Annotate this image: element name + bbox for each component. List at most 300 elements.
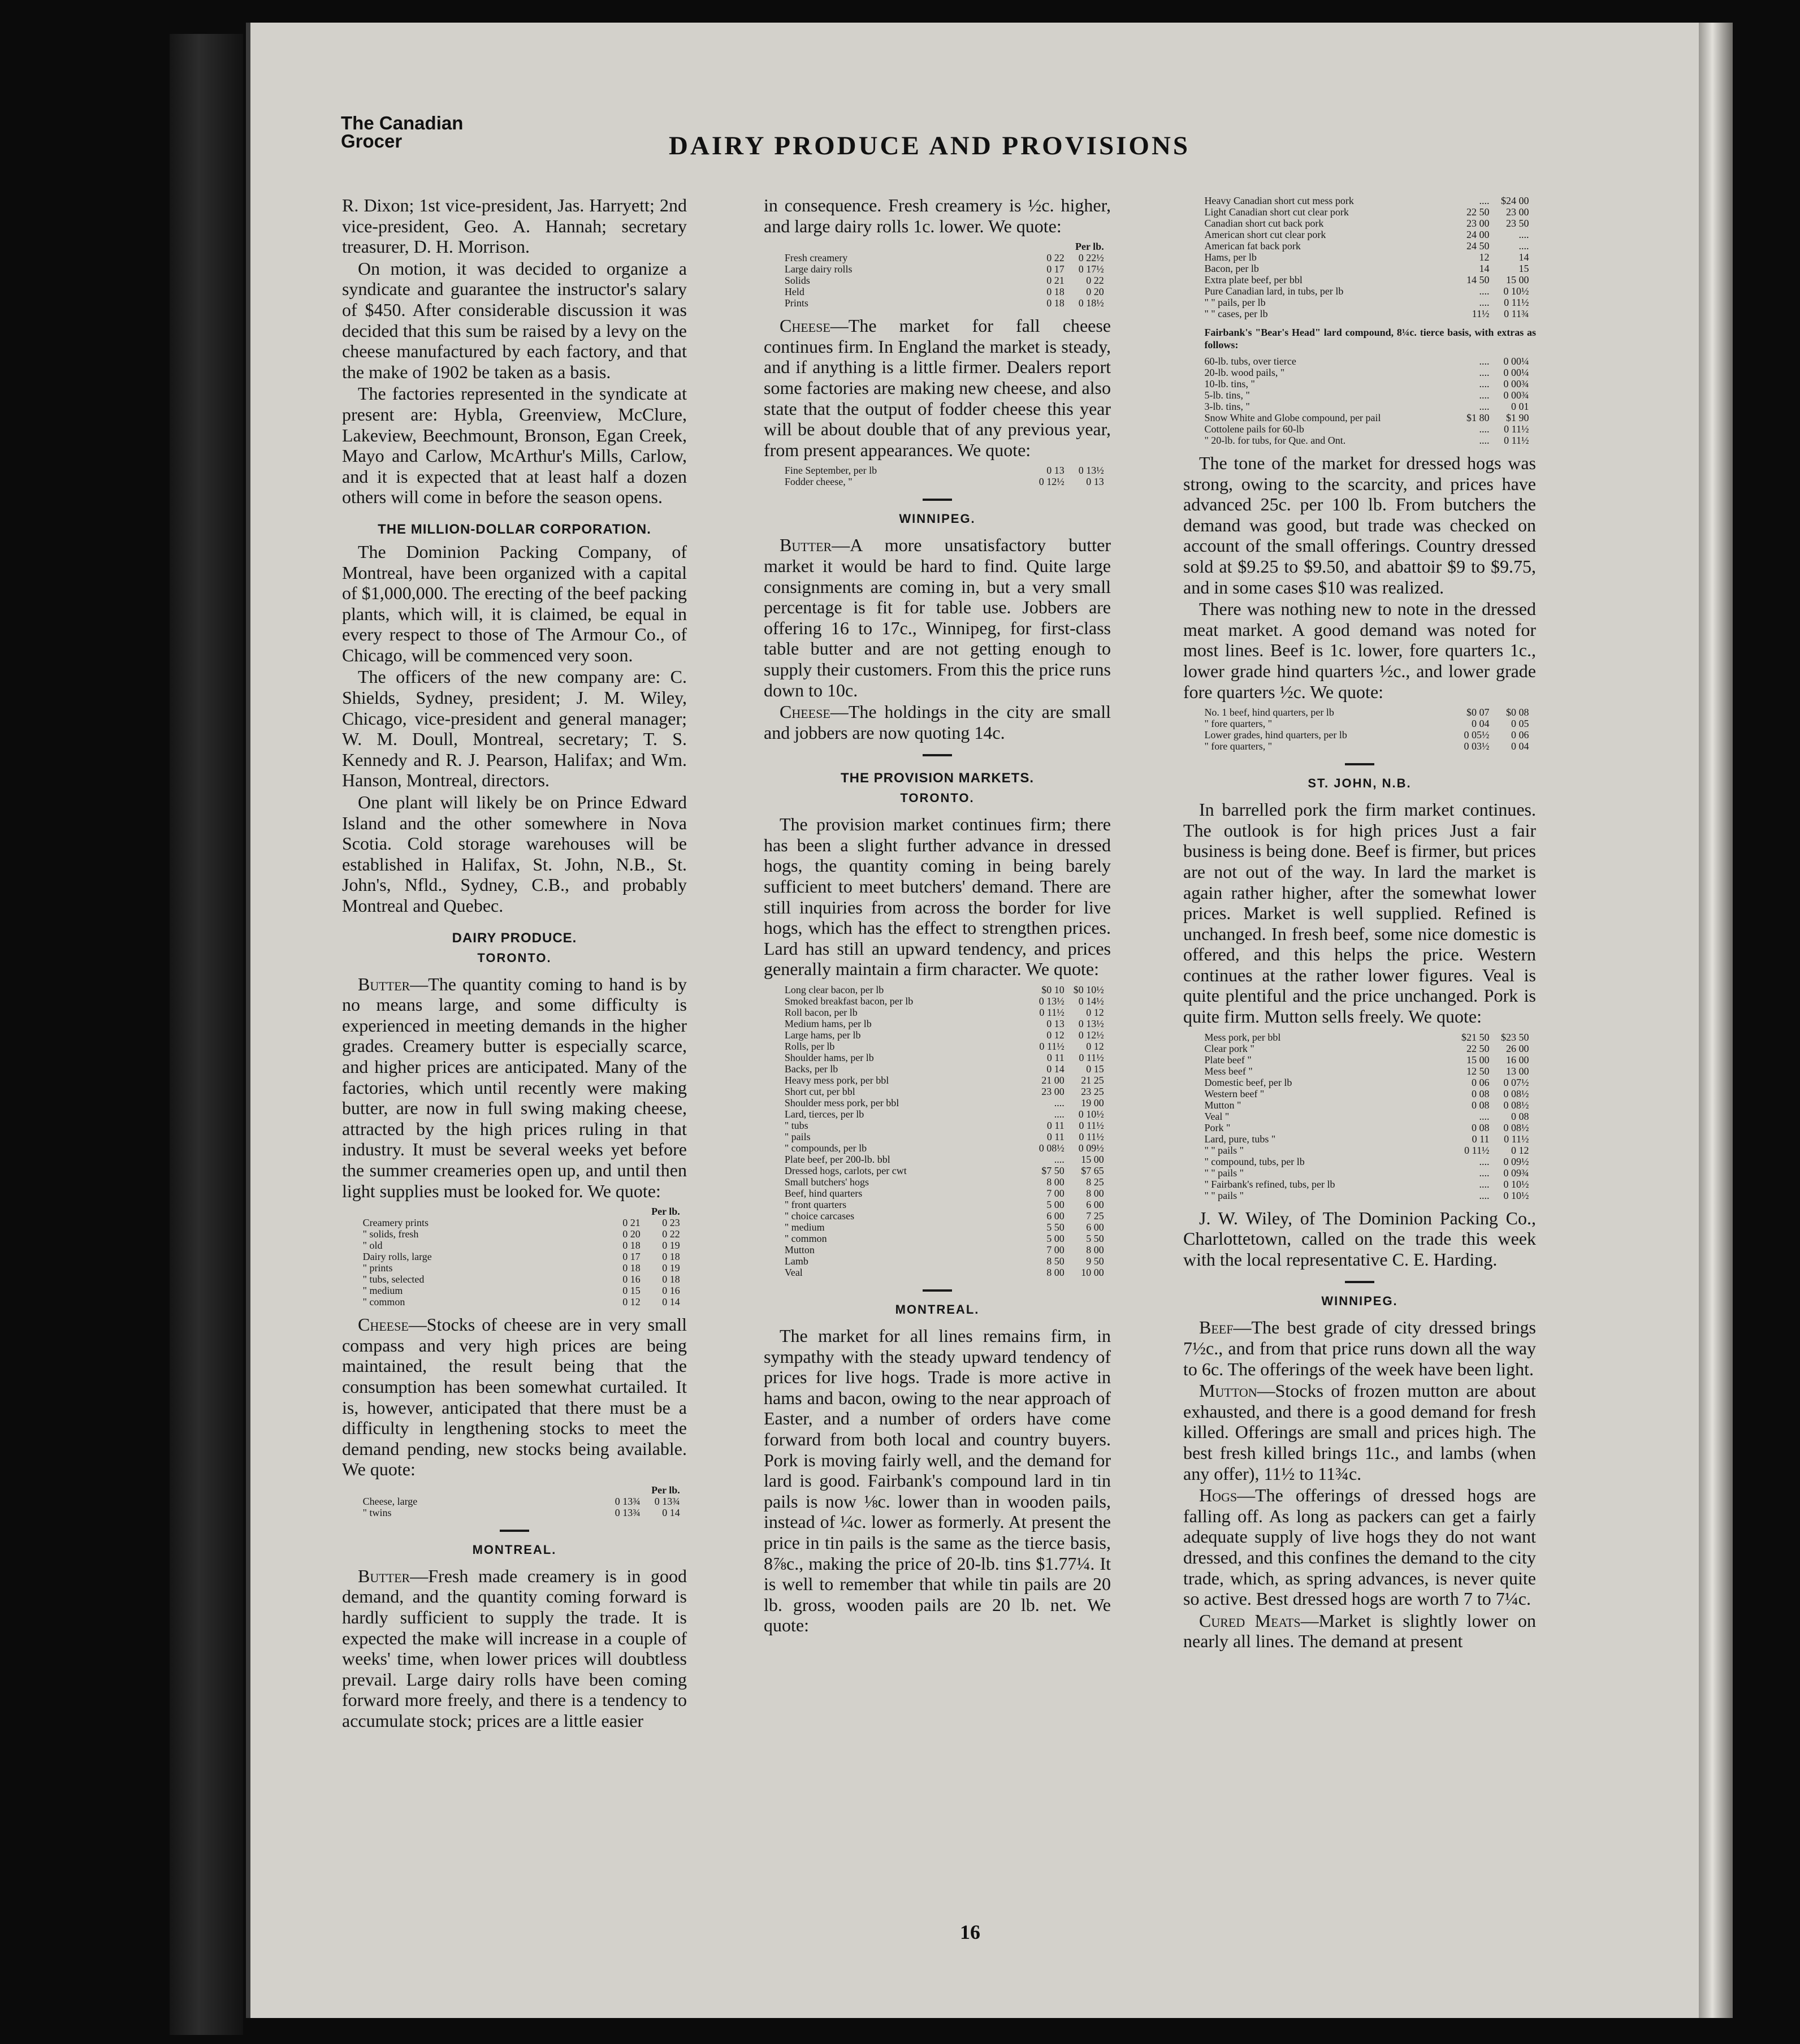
article-paragraph: The officers of the new company are: C. Shields, Sydney, president; J. M. Wiley, Chicago, vice-president and general manager; W. M. Doull, Montreal, secretary; T. S. Kennedy and R. J. Pearson, Halifax; and Wm. Hanson, Montreal, directors.	[342, 666, 687, 791]
table-row	[363, 1228, 680, 1240]
page-title: DAIRY PRODUCE AND PROVISIONS	[669, 131, 1191, 161]
price-cell: ....	[1479, 423, 1490, 435]
price-cell: 0 18	[622, 1262, 641, 1274]
paragraph-text: —The offerings of dressed hogs are falling off. As long as packers can get a fairly adequate supply of live hogs they do not want dressed, and this confines the demand to the city trade, which, as spring advances, is never quite so active. Best dressed hogs are worth 7 to 7¼c.	[1183, 1485, 1536, 1609]
paragraph-text: —Stocks of frozen mutton are about exhausted, and there is a good demand for fresh killed. Offerings are small and prices high. The best fresh killed brings 11c., and lambs (when any offer), 11½ to 11¾c.	[1183, 1380, 1536, 1484]
price-table	[1204, 195, 1529, 319]
table-row	[363, 1285, 680, 1296]
item-cell: " compound, tubs, per lb	[1204, 1155, 1305, 1167]
table-note: Fairbank's "Bear's Head" lard compound, 8¼c. tierce basis, with extras as follows:	[1204, 327, 1536, 350]
price-cell: 23 00	[1506, 206, 1529, 218]
price-cell: 11½	[1472, 308, 1490, 319]
price-cell: ....	[1479, 378, 1490, 389]
item-cell: Prints	[784, 297, 808, 309]
table-header-spacer	[785, 241, 1025, 252]
price-cell: 0 10½	[1503, 1189, 1529, 1201]
table-row	[1204, 252, 1529, 263]
item-cell: Long clear bacon, per lb	[784, 984, 884, 996]
price-cell: 0 11½	[1504, 1133, 1529, 1145]
item-cell: Large hams, per lb	[784, 1029, 861, 1041]
price-cell: 6 00	[1086, 1222, 1104, 1233]
price-cell: 0 15	[1086, 1063, 1104, 1075]
price-cell: 0 21	[1046, 275, 1065, 287]
price-cell: 19 00	[1081, 1097, 1104, 1109]
price-cell: 0 10½	[1078, 1108, 1104, 1120]
price-cell: 0 11	[1472, 1133, 1490, 1145]
table-row	[1204, 707, 1529, 718]
price-cell: ....	[1518, 229, 1529, 240]
price-cell: 0 06	[1472, 1076, 1490, 1088]
table-row	[1204, 297, 1529, 308]
price-cell: 0 11½	[1504, 297, 1529, 308]
item-cell: 5-lb. tins, "	[1204, 389, 1250, 401]
price-cell: 8 25	[1086, 1176, 1104, 1188]
table-row	[1204, 1054, 1529, 1066]
price-cell: 0 18	[662, 1251, 680, 1263]
article-paragraph	[342, 1566, 687, 1731]
paragraph-text: —Stocks of cheese are in very small compass and very high prices are being maintained, the result being that the consumption has been somewhat curtailed. It is, however, anticipated that there must be a difficulty in lengthening stocks to meet the demand pending, new stocks being available. We quote:	[342, 1314, 687, 1480]
article-paragraph: The factories represented in the syndicate at present are: Hybla, Greenview, McClure, Lakeview, Beechmount, Bronson, Egan Creek, Mayo and Carlow, McArthur's Mills, Carlow, and it is expected that at least half a dozen others will come in before the season opens.	[342, 383, 687, 508]
item-cell: Pure Canadian lard, in tubs, per lb	[1204, 285, 1344, 297]
item-cell: Bacon, per lb	[1204, 263, 1259, 274]
table-row	[1204, 718, 1529, 729]
price-cell: 6 00	[1046, 1210, 1065, 1222]
table-row	[785, 1176, 1104, 1188]
table-row	[1204, 229, 1529, 240]
item-cell: " Fairbank's refined, tubs, per lb	[1204, 1178, 1335, 1190]
item-cell: " fore quarters, "	[1204, 740, 1273, 752]
item-cell: " fore quarters, "	[1204, 718, 1273, 730]
price-cell: ....	[1479, 435, 1490, 446]
table-row	[785, 263, 1104, 275]
table-row	[785, 1063, 1104, 1075]
table-header-row	[363, 1206, 680, 1217]
lead-in: Hogs	[1199, 1485, 1238, 1506]
price-cell: 0 12½	[1078, 1029, 1104, 1041]
price-cell: 5 00	[1046, 1199, 1065, 1211]
table-row	[363, 1496, 680, 1507]
price-cell: 0 17	[622, 1251, 641, 1263]
paragraph-text: —Fresh made creamery is in good demand, and the quantity coming forward is hardly sufficient to supply the trade. It is expected the make will increase in a couple of weeks' time, when lower prices will doubtless prevail. Large dairy rolls have been coming forward more freely, and there is a tendency to accumulate stock; prices are a little easier	[342, 1565, 687, 1731]
item-cell: Creamery prints	[362, 1217, 429, 1229]
book-binding	[170, 34, 243, 2035]
table-row	[1204, 263, 1529, 274]
lead-in: Cheese	[358, 1314, 409, 1335]
item-cell: Medium hams, per lb	[784, 1018, 872, 1030]
table-header: Per lb.	[651, 1484, 680, 1496]
price-cell: 23 00	[1041, 1086, 1065, 1098]
item-cell: Heavy mess pork, per bbl	[784, 1075, 889, 1086]
price-cell: 16 00	[1506, 1054, 1529, 1066]
price-cell: 0 12½	[1039, 476, 1065, 488]
price-table	[785, 984, 1104, 1278]
city-subheading: WINNIPEG.	[899, 512, 976, 526]
price-cell: ....	[1479, 1189, 1490, 1201]
price-cell: 7 25	[1086, 1210, 1104, 1222]
table-row	[785, 1199, 1104, 1210]
lead-in: Cheese	[780, 315, 830, 336]
item-cell: " choice carcases	[784, 1210, 855, 1222]
price-cell: ....	[1479, 389, 1490, 401]
table-row	[1204, 1099, 1529, 1111]
item-cell: 3-lb. tins, "	[1204, 401, 1250, 412]
item-cell: Mess pork, per bbl	[1204, 1031, 1281, 1043]
item-cell: Rolls, per lb	[784, 1041, 835, 1053]
price-cell: 26 00	[1506, 1042, 1529, 1054]
price-cell: 21 00	[1041, 1075, 1065, 1086]
item-cell: Shoulder hams, per lb	[784, 1052, 874, 1064]
price-cell: 0 18	[1046, 286, 1065, 298]
column-1	[342, 195, 687, 1731]
price-cell: 0 13½	[1078, 465, 1104, 477]
price-cell: 0 13	[1046, 465, 1065, 477]
price-cell: 0 18	[1046, 297, 1065, 309]
article-paragraph: The tone of the market for dressed hogs was strong, owing to the scarcity, and prices have advanced 25c. per 100 lb. From butchers the demand was good, but trade was checked on account of the small offerings. Country dressed sold at $9.25 to $9.50, and abattoir $9 to $9.75, and in some cases $10 was realized.	[1183, 453, 1536, 597]
table-row	[363, 1262, 680, 1274]
section-divider	[923, 1289, 952, 1292]
price-cell: 0 17	[1046, 263, 1065, 275]
price-cell: 0 05	[1511, 718, 1529, 730]
paragraph-text: —The market for fall cheese continues firm. In England the market is steady, and if anything is a little firmer. Dealers report some factories are making new cheese, and also state that the output of fodder cheese this year will be about double that of any previous year, from present appearances. We quote:	[764, 315, 1111, 460]
article-paragraph	[1183, 1380, 1536, 1484]
table-row	[785, 1233, 1104, 1244]
item-cell: " old	[362, 1240, 383, 1251]
item-cell: Heavy Canadian short cut mess pork	[1204, 195, 1354, 206]
price-cell: 0 08½	[1503, 1099, 1529, 1111]
table-row	[785, 275, 1104, 286]
item-cell: Held	[784, 286, 804, 298]
price-cell: 0 12	[1086, 1007, 1104, 1019]
table-row	[1204, 285, 1529, 297]
table-row	[785, 1018, 1104, 1029]
price-cell: ....	[1479, 1167, 1490, 1179]
item-cell: Extra plate beef, per bbl	[1204, 274, 1303, 285]
table-row	[1204, 367, 1529, 378]
price-cell: 0 08½	[1503, 1121, 1529, 1133]
paragraph-text: —A more unsatisfactory butter market it would be hard to find. Quite large consignments are coming in, but a very small percentage is fit for table use. Jobbers are offering 16 to 17c., Winnipeg, for first-class table butter and are not getting enough to supply their customers. From this the price runs down to 10c.	[764, 535, 1111, 700]
item-cell: Fodder cheese, "	[784, 476, 853, 488]
section-divider	[1345, 1281, 1374, 1283]
item-cell: " 20-lb. for tubs, for Que. and Ont.	[1204, 435, 1346, 446]
price-cell: 22 50	[1466, 1042, 1490, 1054]
price-cell: 0 00¾	[1503, 378, 1529, 389]
item-cell: " medium	[362, 1285, 403, 1297]
lead-in: Cheese	[780, 701, 830, 722]
table-row	[785, 1188, 1104, 1199]
item-cell: Plate beef "	[1204, 1054, 1252, 1066]
table-row	[785, 1007, 1104, 1018]
price-table	[363, 1206, 680, 1307]
lead-in: Mutton	[1199, 1380, 1257, 1401]
price-cell: 0 08	[1511, 1110, 1529, 1122]
table-row	[785, 1165, 1104, 1176]
price-cell: ....	[1479, 297, 1490, 308]
price-cell: 0 13	[1086, 476, 1104, 488]
item-cell: Western beef "	[1204, 1088, 1265, 1099]
price-cell: ....	[1054, 1108, 1065, 1120]
table-row	[1204, 1032, 1529, 1043]
section-divider	[1345, 763, 1374, 765]
price-cell: ....	[1479, 285, 1490, 297]
paragraph-text: —The quantity coming to hand is by no means large, and some difficulty is experienced in meeting demands in the higher grades. Creamery butter is especially scarce, and higher prices are anticipated. Many of the factories, which until recently were making butter, are now in full swing making cheese, attracted by the high prices ruling in that industry. It must be several weeks yet before the summer creameries open up, and until then light supplies must be looked for. We quote:	[342, 973, 687, 1201]
price-cell: 0 14½	[1078, 995, 1104, 1007]
price-cell: 24 50	[1466, 240, 1490, 252]
price-table	[1204, 1032, 1529, 1201]
table-row	[1204, 1167, 1529, 1179]
item-cell: Domestic beef, per lb	[1204, 1076, 1292, 1088]
item-cell: Lard, pure, tubs "	[1204, 1133, 1276, 1145]
table-row	[785, 1131, 1104, 1142]
city-subheading: MONTREAL.	[472, 1542, 557, 1557]
table-row	[1204, 1156, 1529, 1167]
item-cell: Lard, tierces, per lb	[784, 1108, 864, 1120]
item-cell: Fine September, per lb	[784, 465, 877, 477]
price-cell: 10 00	[1081, 1267, 1104, 1279]
price-cell: 0 03½	[1464, 740, 1490, 752]
price-cell: $7 50	[1041, 1165, 1065, 1177]
item-cell: " " pails "	[1204, 1167, 1244, 1179]
table-row	[363, 1296, 680, 1307]
table-row	[1204, 1066, 1529, 1077]
price-cell: ....	[1479, 401, 1490, 412]
item-cell: Snow White and Globe compound, per pail	[1204, 412, 1381, 423]
table-header-spacer	[363, 1206, 601, 1217]
item-cell: " tubs, selected	[362, 1274, 425, 1285]
article-paragraph: One plant will likely be on Prince Edward Island and the other somewhere in Nova Scotia. Cold storage warehouses will be established in Halifax, St. John, N.B., St. John's, Nfld., Sydney, C.B., and probably Montreal and Quebec.	[342, 792, 687, 916]
table-row	[785, 1244, 1104, 1255]
item-cell: " medium	[784, 1222, 825, 1233]
item-cell: " front quarters	[784, 1199, 847, 1211]
price-cell: 0 09¾	[1503, 1167, 1529, 1179]
article-paragraph	[342, 974, 687, 1202]
table-row	[1204, 274, 1529, 285]
table-row	[1204, 1133, 1529, 1145]
table-row	[363, 1274, 680, 1285]
table-row	[1204, 1077, 1529, 1088]
item-cell: 60-lb. tubs, over tierce	[1204, 356, 1296, 367]
lead-in: Butter	[358, 973, 410, 994]
table-row	[785, 1108, 1104, 1120]
price-table	[363, 1484, 680, 1518]
item-cell: " twins	[362, 1506, 392, 1518]
table-row	[1204, 729, 1529, 740]
page-number: 16	[960, 1921, 980, 1943]
price-cell: ....	[1479, 1178, 1490, 1190]
table-row	[785, 1255, 1104, 1267]
lead-in: Butter	[780, 535, 832, 556]
price-cell: 0 15	[622, 1285, 641, 1297]
price-cell: 0 05½	[1464, 729, 1490, 741]
price-cell: $24 00	[1501, 195, 1529, 206]
item-cell: " common	[362, 1296, 405, 1308]
price-cell: 0 13¾	[615, 1495, 641, 1507]
price-cell: 0 18	[662, 1274, 680, 1285]
article-paragraph: The provision market continues firm; there has been a slight further advance in dressed hogs, the quantity coming in being barely sufficient to meet butchers' demand. There are still inquiries from across the border for live hogs, which has the effect to strengthen prices. Lard has still an upward tendency, and prices generally maintain a firm character. We quote:	[764, 814, 1111, 980]
price-cell: 0 06	[1511, 729, 1529, 741]
table-row	[785, 286, 1104, 297]
table-header: Per lb.	[1075, 241, 1104, 253]
table-row	[785, 297, 1104, 309]
price-cell: 0 01	[1511, 401, 1529, 412]
price-cell: 21 25	[1081, 1075, 1104, 1086]
item-cell: " compounds, per lb	[784, 1142, 867, 1154]
city-subheading: TORONTO.	[900, 791, 975, 806]
item-cell: Cottolene pails for 60-lb	[1204, 423, 1304, 435]
item-cell: Veal	[784, 1267, 803, 1279]
price-cell: 0 11	[1046, 1131, 1065, 1143]
item-cell: Mess beef "	[1204, 1065, 1253, 1077]
price-cell: 0 11½	[1504, 423, 1529, 435]
table-row	[1204, 240, 1529, 252]
item-cell: Large dairy rolls	[784, 263, 853, 275]
item-cell: Small butchers' hogs	[784, 1176, 869, 1188]
price-cell: ....	[1479, 356, 1490, 367]
table-row	[1204, 356, 1529, 367]
lead-in: Cured Meats	[1199, 1610, 1301, 1631]
paragraph-text: —Market is slightly lower on nearly all lines. The demand at present	[1183, 1610, 1536, 1652]
table-row	[1204, 423, 1529, 435]
item-cell: Backs, per lb	[784, 1063, 838, 1075]
price-cell: $0 08	[1506, 707, 1529, 718]
price-cell: 0 00¾	[1503, 389, 1529, 401]
item-cell: Plate beef, per 200-lb. bbl	[784, 1154, 890, 1166]
item-cell: " pails	[784, 1131, 811, 1143]
table-row	[1204, 1111, 1529, 1122]
price-cell: 0 11¾	[1504, 308, 1529, 319]
item-cell: Beef, hind quarters	[784, 1188, 863, 1199]
price-cell: 8 00	[1046, 1267, 1065, 1279]
table-row	[1204, 1190, 1529, 1201]
page-edge	[1699, 23, 1733, 2018]
price-cell: 0 11½	[1464, 1144, 1490, 1156]
table-row	[1204, 206, 1529, 218]
price-cell: 15 00	[1081, 1154, 1104, 1166]
item-cell: Smoked breakfast bacon, per lb	[784, 995, 914, 1007]
price-cell: 0 16	[662, 1285, 680, 1297]
article-paragraph	[764, 701, 1111, 743]
table-row	[785, 1210, 1104, 1222]
table-row	[785, 465, 1104, 476]
item-cell: Canadian short cut back pork	[1204, 218, 1324, 229]
table-row	[785, 1120, 1104, 1131]
column-3	[1183, 195, 1536, 1652]
price-cell: 0 22½	[1078, 252, 1104, 264]
price-cell: 14	[1479, 263, 1490, 274]
item-cell: Mutton	[784, 1244, 815, 1256]
price-cell: $1 80	[1466, 412, 1490, 423]
table-header-row	[363, 1484, 680, 1496]
table-row	[363, 1251, 680, 1262]
item-cell: Pork "	[1204, 1121, 1231, 1133]
table-row	[785, 476, 1104, 487]
price-cell: 0 13½	[1078, 1018, 1104, 1030]
table-row	[785, 1142, 1104, 1154]
item-cell: Lower grades, hind quarters, per lb	[1204, 729, 1347, 741]
article-paragraph	[764, 315, 1111, 460]
article-paragraph: The Dominion Packing Company, of Montreal, have been organized with a capital of $1,000,000. The erecting of the beef packing plants, which will, it is claimed, be equal in every respect to those of The Armour Co., of Chicago, will be commenced very soon.	[342, 541, 687, 665]
table-row	[1204, 195, 1529, 206]
price-cell: 0 17½	[1078, 263, 1104, 275]
item-cell: Lamb	[784, 1255, 808, 1267]
item-cell: Dairy rolls, large	[362, 1251, 432, 1263]
price-cell: 0 18½	[1078, 297, 1104, 309]
price-cell: 0 09½	[1078, 1142, 1104, 1154]
article-paragraph	[1183, 1317, 1536, 1379]
price-cell: $21 50	[1461, 1031, 1490, 1043]
price-cell: 0 19	[662, 1240, 680, 1251]
table-row	[1204, 1088, 1529, 1099]
table-row	[785, 984, 1104, 995]
price-cell: 0 09½	[1503, 1155, 1529, 1167]
price-cell: 0 11½	[1079, 1120, 1104, 1132]
price-cell: 0 21	[622, 1217, 641, 1229]
item-cell: American fat back pork	[1204, 240, 1301, 252]
price-cell: 6 00	[1086, 1199, 1104, 1211]
price-cell: 12	[1479, 252, 1490, 263]
price-cell: 13 00	[1506, 1065, 1529, 1077]
price-cell: 0 19	[662, 1262, 680, 1274]
table-row	[1204, 1179, 1529, 1190]
price-cell: 14	[1518, 252, 1529, 263]
section-divider	[923, 499, 952, 501]
price-cell: 0 08	[1472, 1121, 1490, 1133]
price-cell: ....	[1479, 195, 1490, 206]
price-cell: 0 08½	[1039, 1142, 1065, 1154]
price-cell: ....	[1054, 1097, 1065, 1109]
price-cell: ....	[1518, 240, 1529, 252]
price-cell: 0 11	[1046, 1120, 1065, 1132]
price-cell: 0 08	[1472, 1088, 1490, 1099]
table-row	[785, 1041, 1104, 1052]
item-cell: " common	[784, 1233, 827, 1245]
table-row	[785, 1154, 1104, 1165]
item-cell: Veal "	[1204, 1110, 1230, 1122]
price-cell: 7 00	[1046, 1188, 1065, 1199]
price-cell: $7 65	[1081, 1165, 1104, 1177]
price-cell: $0 07	[1466, 707, 1490, 718]
article-paragraph: J. W. Wiley, of The Dominion Packing Co., Charlottetown, called on the trade this week with the local representative C. E. Harding.	[1183, 1207, 1536, 1270]
table-row	[1204, 740, 1529, 752]
table-row	[785, 1097, 1104, 1108]
section-divider	[923, 754, 952, 756]
price-cell: 0 13½	[1039, 995, 1065, 1007]
price-cell: 0 00¼	[1503, 356, 1529, 367]
price-cell: 0 11½	[1504, 435, 1529, 446]
price-cell: 0 12	[1086, 1041, 1104, 1053]
price-cell: 0 22	[1046, 252, 1065, 264]
item-cell: Light Canadian short cut clear pork	[1204, 206, 1349, 218]
table-row	[785, 995, 1104, 1007]
section-heading: DAIRY PRODUCE.	[452, 930, 577, 946]
price-cell: $23 50	[1501, 1031, 1529, 1043]
item-cell: Hams, per lb	[1204, 252, 1257, 263]
price-cell: 0 13¾	[654, 1495, 680, 1507]
price-cell: 0 10½	[1503, 285, 1529, 297]
table-row	[1204, 389, 1529, 401]
item-cell: Clear pork "	[1204, 1042, 1254, 1054]
price-cell: 0 13	[1046, 1018, 1065, 1030]
item-cell: " " pails, per lb	[1204, 297, 1266, 308]
article-paragraph: R. Dixon; 1st vice-president, Jas. Harryett; 2nd vice-president, Geo. A. Hannah; secretary treasurer, D. H. Morrison.	[342, 195, 687, 257]
price-cell: $1 90	[1506, 412, 1529, 423]
item-cell: Dressed hogs, carlots, per cwt	[784, 1165, 907, 1177]
table-row	[1204, 1122, 1529, 1133]
article-paragraph	[764, 535, 1111, 700]
table-row	[363, 1217, 680, 1228]
table-row	[785, 1222, 1104, 1233]
price-cell: 9 50	[1086, 1255, 1104, 1267]
price-cell: 5 00	[1046, 1233, 1065, 1245]
